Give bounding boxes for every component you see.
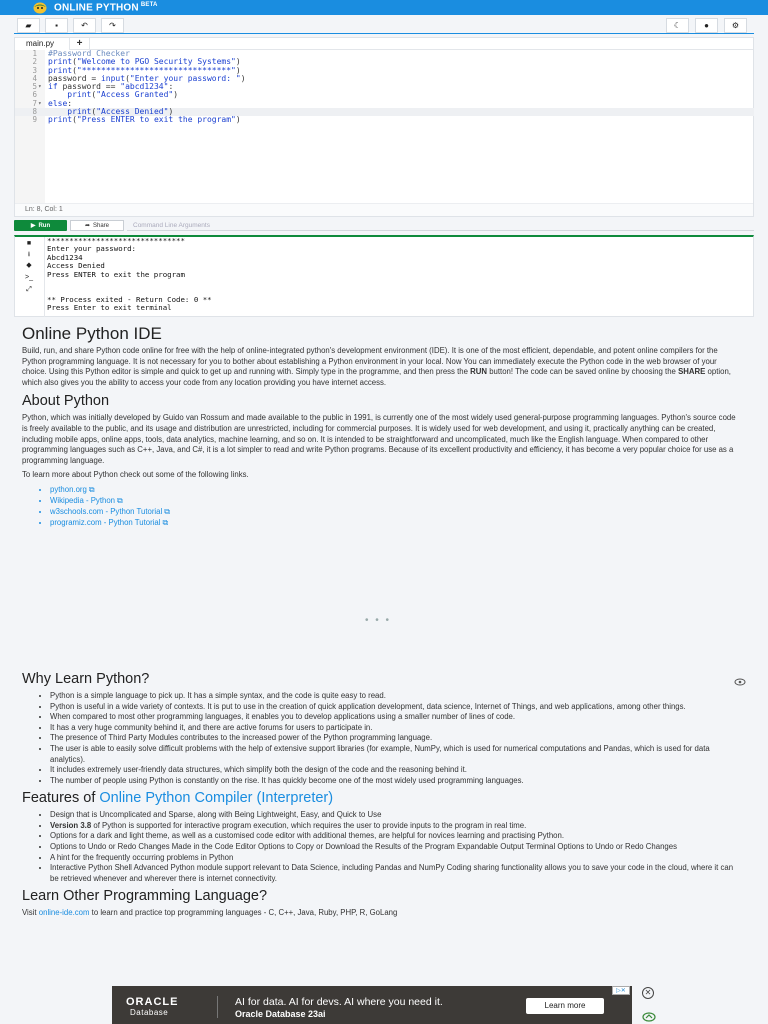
- beta-badge: BETA: [140, 1, 158, 8]
- other-languages-title: Learn Other Programming Language?: [22, 888, 268, 905]
- why-title: Why Learn Python?: [22, 670, 150, 687]
- share-label: Share: [93, 222, 110, 229]
- code-text: if password == "abcd1234":: [48, 82, 174, 92]
- eye-icon: ●: [704, 21, 709, 30]
- link-w3schools[interactable]: w3schools.com - Python Tutorial ⧉: [50, 506, 170, 516]
- prompt-icon[interactable]: >_: [25, 274, 33, 281]
- list-item: • It includes extremely user-friendly data structures, which simplify both the design of the code and the reasoning behind it.: [50, 765, 742, 776]
- line-number: 1: [32, 49, 37, 58]
- code-text: print("Press ENTER to exit the program"): [48, 115, 241, 125]
- line-number: 5: [32, 82, 37, 92]
- external-link-icon: ⧉: [162, 517, 169, 527]
- links-list: [22, 484, 742, 528]
- tab-main-py[interactable]: main.py: [15, 38, 70, 50]
- list-item: • When compared to most other programming languages, it enables you to develop applications using a smaller number of lines of code.: [50, 712, 742, 723]
- code-text: #Password Checker: [48, 49, 130, 58]
- view-button[interactable]: [695, 18, 718, 33]
- code-line[interactable]: [15, 91, 754, 99]
- undo-button[interactable]: [73, 18, 96, 33]
- folder-open-icon: ▰: [25, 21, 32, 30]
- line-number: 8: [32, 107, 37, 117]
- output-terminal[interactable]: [14, 235, 754, 317]
- list-item: • Python is a simple language to pick up. It has a simple syntax, and the code is quite easy to read.: [50, 691, 742, 702]
- code-text: print("Welcome to PGO Security Systems"): [48, 57, 241, 67]
- ad-product: Oracle Database 23ai: [235, 1009, 326, 1019]
- open-button[interactable]: [17, 18, 40, 33]
- terminal-sidebar: [15, 237, 45, 317]
- settings-icon: ⚙: [731, 21, 740, 30]
- list-item: • It has a very huge community behind it, and there are active forums for users to participate in.: [50, 723, 742, 734]
- list-item: • Design that is Uncomplicated and Sparse, along with Being Lightweight, Easy, and Quick to Use: [50, 810, 742, 821]
- theme-toggle-button[interactable]: [666, 18, 689, 33]
- list-item: • The user is able to easily solve difficult problems with the help of extensive support libraries (for example, NumPy, which is used for numerical computations and Pandas, which is used for data analytics).: [50, 744, 742, 765]
- run-bar: [14, 220, 754, 232]
- list-item: • Python is useful in a wide variety of contexts. It is put to use in the creation of quick application development, data science, Internet of Things, and web applications, among other things.: [50, 702, 742, 713]
- redo-icon: ↷: [109, 21, 116, 30]
- ad-placeholder: [22, 528, 742, 671]
- about-title: About Python: [22, 393, 110, 410]
- list-item: • Interactive Python Shell Advanced Python module support relevant to Data Science, including Pandas and NumPy Coding sharing functionality allows you to save your code in the cloud, where it can be retrieved whenever and wherever there is internet connectivity.: [50, 863, 742, 884]
- toolbar: [0, 18, 768, 34]
- ad-logo: ORACLE: [126, 996, 179, 1008]
- erase-icon[interactable]: ◆: [26, 262, 32, 269]
- loading-dots: • • •: [365, 615, 392, 626]
- line-number: 2: [32, 57, 37, 67]
- brand-title[interactable]: ONLINE PYTHON $^{BETA}$: [54, 1, 158, 14]
- moon-icon: ☾: [673, 21, 682, 30]
- line-number: 7: [32, 98, 37, 108]
- command-line-arguments-input[interactable]: Command Line Arguments: [127, 220, 754, 231]
- save-icon: ▪: [55, 21, 58, 30]
- fold-arrow-icon[interactable]: ▾: [38, 99, 42, 107]
- code-text: print("Access Granted"): [67, 90, 179, 100]
- list-item: • Version 3.8 of Python is supported for interactive program execution, which requires the user to provide inputs to the program in real time.: [50, 821, 742, 832]
- list-item: • Options for a dark and light theme, as well as a customised code editor with additional themes, are helpful for novices learning and practising Python.: [50, 831, 742, 842]
- ad-collapse-icon[interactable]: [642, 1012, 656, 1022]
- online-ide-link[interactable]: online-ide.com: [38, 908, 90, 918]
- ad-logo-sub: Database: [130, 1008, 169, 1017]
- toolbar-divider: [14, 33, 754, 34]
- expand-icon[interactable]: ⤢: [26, 286, 32, 293]
- list-item: • A hint for the frequently occurring problems in Python: [50, 853, 742, 864]
- settings-button[interactable]: [724, 18, 747, 33]
- terminal-output: ******************************* Enter your password: Abcd1234 Access Denied Press ENTER to exit the program ** Process exited - Return Code: 0 ** Press Enter to exit terminal: [47, 236, 212, 313]
- code-area[interactable]: [15, 50, 754, 125]
- link-python-org[interactable]: python.org ⧉: [50, 484, 95, 494]
- line-number: 6: [32, 90, 37, 100]
- list-item: [50, 484, 742, 495]
- run-label: Run: [38, 222, 51, 229]
- ad-headline: AI for data. AI for devs. AI where you need it.: [235, 996, 443, 1008]
- list-item: [50, 506, 742, 517]
- list-item: • The presence of Third Party Modules contributes to the increased power of the Python programming language.: [50, 733, 742, 744]
- features-compiler-link[interactable]: Online Python Compiler (Interpreter): [99, 790, 334, 807]
- add-tab-button[interactable]: +: [70, 38, 90, 49]
- close-ad-icon[interactable]: ✕: [642, 987, 654, 999]
- code-text: password = input("Enter your password: "): [48, 73, 246, 83]
- download-icon[interactable]: ⭳: [27, 251, 31, 258]
- list-item: • The number of people using Python is constantly on the rise. It has quickly become one of the most widely used programming languages.: [50, 776, 742, 787]
- external-link-icon: ⧉: [164, 506, 170, 516]
- cursor-position: Ln: 8, Col: 1: [15, 203, 753, 216]
- ad-separator: [217, 996, 218, 1018]
- line-number: 3: [32, 65, 37, 75]
- run-button[interactable]: [14, 220, 67, 231]
- fold-arrow-icon[interactable]: ▾: [38, 83, 42, 91]
- share-button[interactable]: [70, 220, 124, 231]
- list-item: [50, 495, 742, 506]
- share-icon: ➦: [84, 223, 90, 229]
- other-languages-text: Visit online-ide.com to learn and practice top programming languages - C, C++, Java, Ruby, PHP, R, GoLang: [22, 908, 398, 918]
- undo-icon: ↶: [81, 21, 88, 30]
- why-list: [22, 691, 742, 786]
- external-link-icon: ⧉: [117, 495, 123, 505]
- redo-button[interactable]: [101, 18, 124, 33]
- line-number: 4: [32, 73, 37, 83]
- list-item: • Options to Undo or Redo Changes Made in the Code Editor Options to Copy or Download the Results of the Program Expandable Output Terminal Options to Undo or Redo Changes: [50, 842, 742, 853]
- save-button[interactable]: [45, 18, 68, 33]
- code-text: print("Access Denied"): [67, 107, 174, 117]
- ad-choices-icon[interactable]: ▷✕: [612, 986, 630, 995]
- ad-learn-more-button[interactable]: Learn more: [526, 998, 604, 1014]
- python-logo-icon: [33, 1, 47, 14]
- code-line[interactable]: [15, 116, 754, 124]
- code-text: print("*******************************"): [48, 65, 241, 75]
- ad-banner[interactable]: [112, 986, 632, 1024]
- about-paragraph: Python, which was initially developed by Guido van Rossum and made available to the public in 1991, is currently one of the most widely used general-purpose programming languages. Python's source code is freely available to the public, and its usage and distribution are unrestricted, including for commercial purposes. It is widely used for web development, and using it, practically anything can be created, including mobile apps, online apps, tools, data analytics, machine learning, and so on. It is intended to be straightforward and uncomplicated, much like the English language. When compared to other programming languages such as C++, Java, and C#, it is a lot simpler to read and write Python programs. Because of its excellent productivity and efficiency, it has become a very popular choice for use as a programming language.: [22, 413, 736, 465]
- privacy-eye-icon[interactable]: [734, 678, 746, 686]
- link-programiz[interactable]: programiz.com - Python Tutorial ⧉: [50, 517, 169, 527]
- link-wikipedia[interactable]: Wikipedia - Python ⧉: [50, 495, 123, 505]
- stop-icon[interactable]: ■: [26, 240, 32, 247]
- code-text: else:: [48, 98, 73, 108]
- learn-more-text: To learn more about Python check out some of the following links.: [22, 470, 249, 480]
- external-link-icon: ⧉: [88, 484, 95, 494]
- page-title: Online Python IDE: [22, 324, 162, 343]
- features-title: Features of Online Python Compiler (Interpreter): [22, 790, 334, 807]
- line-number: 9: [32, 115, 37, 125]
- play-icon: ▶: [30, 223, 36, 229]
- intro-paragraph: Build, run, and share Python code online for free with the help of online-integrated python's development environment (IDE). It is one of the most efficient, dependable, and potent online compilers for the Python programming language. It is not necessary for you to bother about establishing a Python environment in your local. Now You can immediately execute the Python code in the web browser of your choice. Using this Python editor is simple and quick to get up and running with. Simply type in the programme, and then press the RUN button! The code can be saved online by choosing the SHARE option, which also gives you the ability to access your code from any location providing you have internet access.: [22, 346, 731, 387]
- list-item: [50, 517, 742, 528]
- features-list: [22, 810, 742, 884]
- top-bar: [0, 0, 768, 15]
- code-editor[interactable]: [14, 37, 754, 217]
